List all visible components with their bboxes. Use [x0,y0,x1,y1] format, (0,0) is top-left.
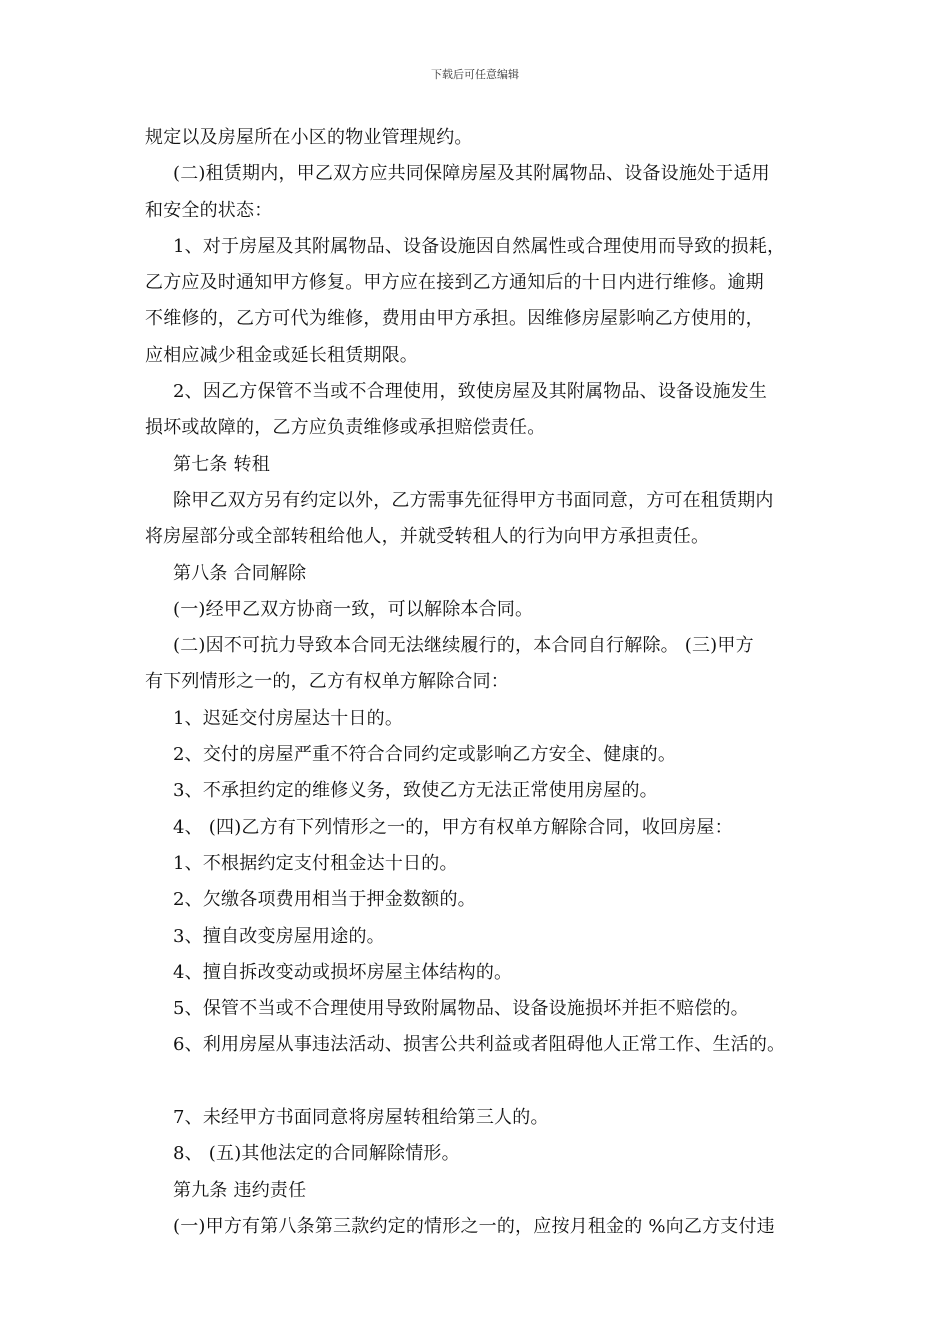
paragraph-line: 4、擅自拆改变动或损坏房屋主体结构的。 [173,961,513,983]
paragraph-line: 除甲乙双方另有约定以外，乙方需事先征得甲方书面同意，方可在租赁期内 [173,489,774,511]
paragraph-line: 1、对于房屋及其附属物品、设备设施因自然属性或合理使用而导致的损耗， [173,235,786,257]
paragraph-line: 2、欠缴各项费用相当于押金数额的。 [173,889,476,911]
paragraph-line: 乙方应及时通知甲方修复。甲方应在接到乙方通知后的十日内进行维修。逾期 [145,272,764,294]
paragraph-line: (二)租赁期内，甲乙双方应共同保障房屋及其附属物品、设备设施处于适用 [173,163,770,185]
paragraph-line: 第九条 违约责任 [173,1179,307,1201]
paragraph-line: 应相应减少租金或延长租赁期限。 [145,344,418,366]
paragraph-line: 3、不承担约定的维修义务，致使乙方无法正常使用房屋的。 [173,780,658,802]
paragraph-line: 2、交付的房屋严重不符合合同约定或影响乙方安全、健康的。 [173,744,677,766]
paragraph-line: 不维修的，乙方可代为维修，费用由甲方承担。因维修房屋影响乙方使用的， [145,308,764,330]
paragraph-line: (二)因不可抗力导致本合同无法继续履行的，本合同自行解除。 (三)甲方 [173,635,754,657]
paragraph-line: 第八条 合同解除 [173,562,307,584]
paragraph-line: 3、擅自改变房屋用途的。 [173,925,385,947]
paragraph-line: 7、未经甲方书面同意将房屋转租给第三人的。 [173,1107,549,1129]
paragraph-line: 损坏或故障的，乙方应负责维修或承担赔偿责任。 [145,417,546,439]
paragraph-line: 8、 (五)其他法定的合同解除情形。 [173,1143,460,1165]
document-body [145,120,825,1245]
blank-line [145,1064,825,1100]
paragraph-line: 规定以及房屋所在小区的物业管理规约。 [145,127,473,148]
paragraph-line: 将房屋部分或全部转租给他人，并就受转租人的行为向甲方承担责任。 [145,526,710,548]
paragraph-line: (一)甲方有第八条第三款约定的情形之一的，应按月租金的 %向乙方支付违 [173,1215,775,1237]
paragraph-line: 2、因乙方保管不当或不合理使用，致使房屋及其附属物品、设备设施发生 [173,381,768,403]
paragraph-line: 有下列情形之一的，乙方有权单方解除合同： [145,671,509,693]
paragraph-line: 和安全的状态： [145,199,273,221]
paragraph-line: 4、 (四)乙方有下列情形之一的，甲方有权单方解除合同，收回房屋： [173,816,733,838]
paragraph-line: 第七条 转租 [173,453,270,475]
paragraph-line: 6、利用房屋从事违法活动、损害公共利益或者阻碍他人正常工作、生活的。 [173,1034,786,1056]
paragraph-line: 1、迟延交付房屋达十日的。 [173,707,404,729]
paragraph-line: 1、不根据约定支付租金达十日的。 [173,852,458,874]
paragraph-line: (一)经甲乙双方协商一致，可以解除本合同。 [173,598,534,620]
paragraph-line: 5、保管不当或不合理使用导致附属物品、设备设施损坏并拒不赔偿的。 [173,998,749,1020]
page-header: 下载后可任意编辑 [431,68,519,81]
